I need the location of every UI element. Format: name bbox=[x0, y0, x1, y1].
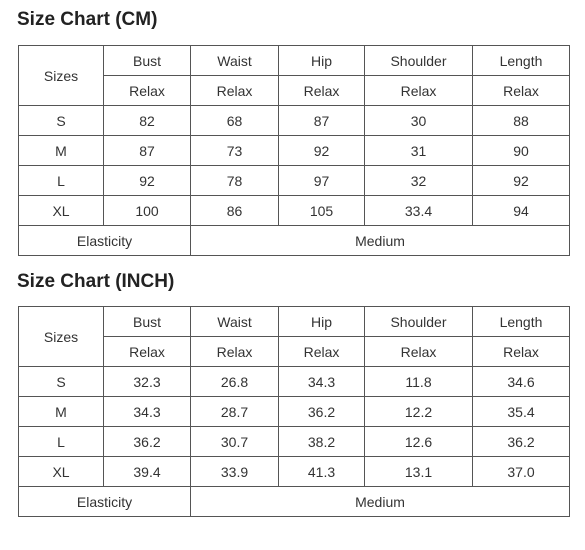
fit-cell: Relax bbox=[473, 337, 570, 367]
elasticity-label-cell: Elasticity bbox=[19, 487, 191, 517]
value-cell: 26.8 bbox=[191, 367, 279, 397]
column-header-shoulder: Shoulder bbox=[365, 307, 473, 337]
value-cell: 88 bbox=[473, 106, 570, 136]
value-cell: 28.7 bbox=[191, 397, 279, 427]
size-chart-inch-title: Size Chart (INCH) bbox=[17, 271, 175, 292]
size-label-cell: L bbox=[19, 166, 104, 196]
size-label-cell: M bbox=[19, 397, 104, 427]
sizes-header-cell: Sizes bbox=[19, 46, 104, 106]
value-cell: 82 bbox=[104, 106, 191, 136]
table-header-row bbox=[19, 46, 570, 76]
value-cell: 100 bbox=[104, 196, 191, 226]
elasticity-row bbox=[19, 226, 570, 256]
value-cell: 36.2 bbox=[473, 427, 570, 457]
value-cell: 12.2 bbox=[365, 397, 473, 427]
elasticity-value-cell: Medium bbox=[191, 487, 570, 517]
column-header-length: Length bbox=[473, 46, 570, 76]
value-cell: 39.4 bbox=[104, 457, 191, 487]
elasticity-value-cell: Medium bbox=[191, 226, 570, 256]
fit-cell: Relax bbox=[191, 337, 279, 367]
value-cell: 41.3 bbox=[279, 457, 365, 487]
value-cell: 33.9 bbox=[191, 457, 279, 487]
value-cell: 11.8 bbox=[365, 367, 473, 397]
value-cell: 32.3 bbox=[104, 367, 191, 397]
fit-cell: Relax bbox=[104, 337, 191, 367]
fit-cell: Relax bbox=[191, 76, 279, 106]
table-row bbox=[19, 166, 570, 196]
column-header-bust: Bust bbox=[104, 46, 191, 76]
size-label-cell: XL bbox=[19, 196, 104, 226]
size-chart-inch-table bbox=[18, 306, 570, 517]
value-cell: 38.2 bbox=[279, 427, 365, 457]
table-row bbox=[19, 136, 570, 166]
column-header-shoulder: Shoulder bbox=[365, 46, 473, 76]
value-cell: 33.4 bbox=[365, 196, 473, 226]
value-cell: 36.2 bbox=[279, 397, 365, 427]
value-cell: 12.6 bbox=[365, 427, 473, 457]
value-cell: 36.2 bbox=[104, 427, 191, 457]
fit-cell: Relax bbox=[104, 76, 191, 106]
value-cell: 31 bbox=[365, 136, 473, 166]
fit-cell: Relax bbox=[365, 337, 473, 367]
table-row bbox=[19, 367, 570, 397]
size-label-cell: S bbox=[19, 106, 104, 136]
size-label-cell: S bbox=[19, 367, 104, 397]
value-cell: 87 bbox=[104, 136, 191, 166]
table-row bbox=[19, 196, 570, 226]
value-cell: 78 bbox=[191, 166, 279, 196]
fit-cell: Relax bbox=[279, 337, 365, 367]
table-row bbox=[19, 427, 570, 457]
table-row bbox=[19, 457, 570, 487]
value-cell: 37.0 bbox=[473, 457, 570, 487]
table-row bbox=[19, 397, 570, 427]
column-header-length: Length bbox=[473, 307, 570, 337]
size-chart-cm-table bbox=[18, 45, 570, 256]
table-row bbox=[19, 106, 570, 136]
sizes-header-cell: Sizes bbox=[19, 307, 104, 367]
table-header-row bbox=[19, 307, 570, 337]
value-cell: 34.3 bbox=[279, 367, 365, 397]
column-header-bust: Bust bbox=[104, 307, 191, 337]
elasticity-label-cell: Elasticity bbox=[19, 226, 191, 256]
column-header-waist: Waist bbox=[191, 307, 279, 337]
size-label-cell: M bbox=[19, 136, 104, 166]
column-header-hip: Hip bbox=[279, 307, 365, 337]
value-cell: 73 bbox=[191, 136, 279, 166]
value-cell: 86 bbox=[191, 196, 279, 226]
size-label-cell: XL bbox=[19, 457, 104, 487]
value-cell: 34.3 bbox=[104, 397, 191, 427]
column-header-hip: Hip bbox=[279, 46, 365, 76]
value-cell: 105 bbox=[279, 196, 365, 226]
value-cell: 92 bbox=[279, 136, 365, 166]
value-cell: 30 bbox=[365, 106, 473, 136]
elasticity-row bbox=[19, 487, 570, 517]
fit-cell: Relax bbox=[473, 76, 570, 106]
column-header-waist: Waist bbox=[191, 46, 279, 76]
value-cell: 90 bbox=[473, 136, 570, 166]
value-cell: 35.4 bbox=[473, 397, 570, 427]
value-cell: 30.7 bbox=[191, 427, 279, 457]
value-cell: 97 bbox=[279, 166, 365, 196]
size-label-cell: L bbox=[19, 427, 104, 457]
value-cell: 13.1 bbox=[365, 457, 473, 487]
size-chart-cm-title: Size Chart (CM) bbox=[17, 9, 158, 30]
value-cell: 68 bbox=[191, 106, 279, 136]
fit-cell: Relax bbox=[279, 76, 365, 106]
value-cell: 94 bbox=[473, 196, 570, 226]
fit-cell: Relax bbox=[365, 76, 473, 106]
value-cell: 92 bbox=[473, 166, 570, 196]
value-cell: 87 bbox=[279, 106, 365, 136]
value-cell: 34.6 bbox=[473, 367, 570, 397]
value-cell: 92 bbox=[104, 166, 191, 196]
value-cell: 32 bbox=[365, 166, 473, 196]
